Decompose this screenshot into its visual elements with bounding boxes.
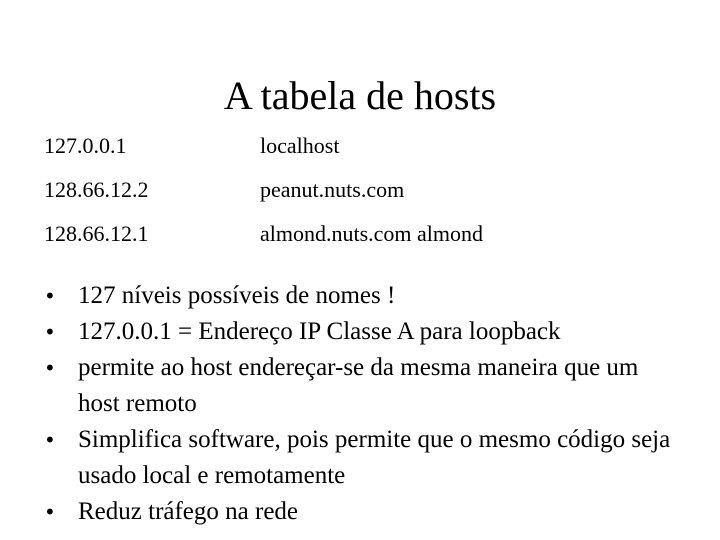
bullet-text: Reduz tráfego na rede [78,498,299,525]
bullet-icon: • [44,356,56,380]
slide-title: A tabela de hosts [223,73,497,118]
host-name: almond.nuts.com almond [260,221,484,246]
bullet-item [44,314,684,350]
host-row [44,128,684,172]
bullet-icon: • [44,500,56,524]
host-ip: 128.66.12.2 [44,177,149,202]
bullet-list [44,278,684,530]
bullet-text: 127.0.0.1 = Endereço IP Classe A para loopback [78,318,561,345]
bullet-item [44,350,684,422]
hosts-table [44,128,684,260]
host-name: peanut.nuts.com [260,177,405,202]
host-ip: 128.66.12.1 [44,221,149,246]
host-row [44,216,684,260]
bullet-text: 127 níveis possíveis de nomes ! [78,282,396,309]
host-ip: 127.0.0.1 [44,133,127,158]
bullet-icon: • [44,320,56,344]
bullet-item [44,422,684,494]
bullet-icon: • [44,284,56,308]
host-name: localhost [260,133,340,158]
bullet-item [44,278,684,314]
bullet-text: Simplifica software, pois permite que o mesmo código seja usado local e remotamente [78,426,671,489]
bullet-text: permite ao host endereçar-se da mesma maneira que um host remoto [78,354,639,417]
bullet-item [44,494,684,530]
host-row [44,172,684,216]
bullet-icon: • [44,428,56,452]
